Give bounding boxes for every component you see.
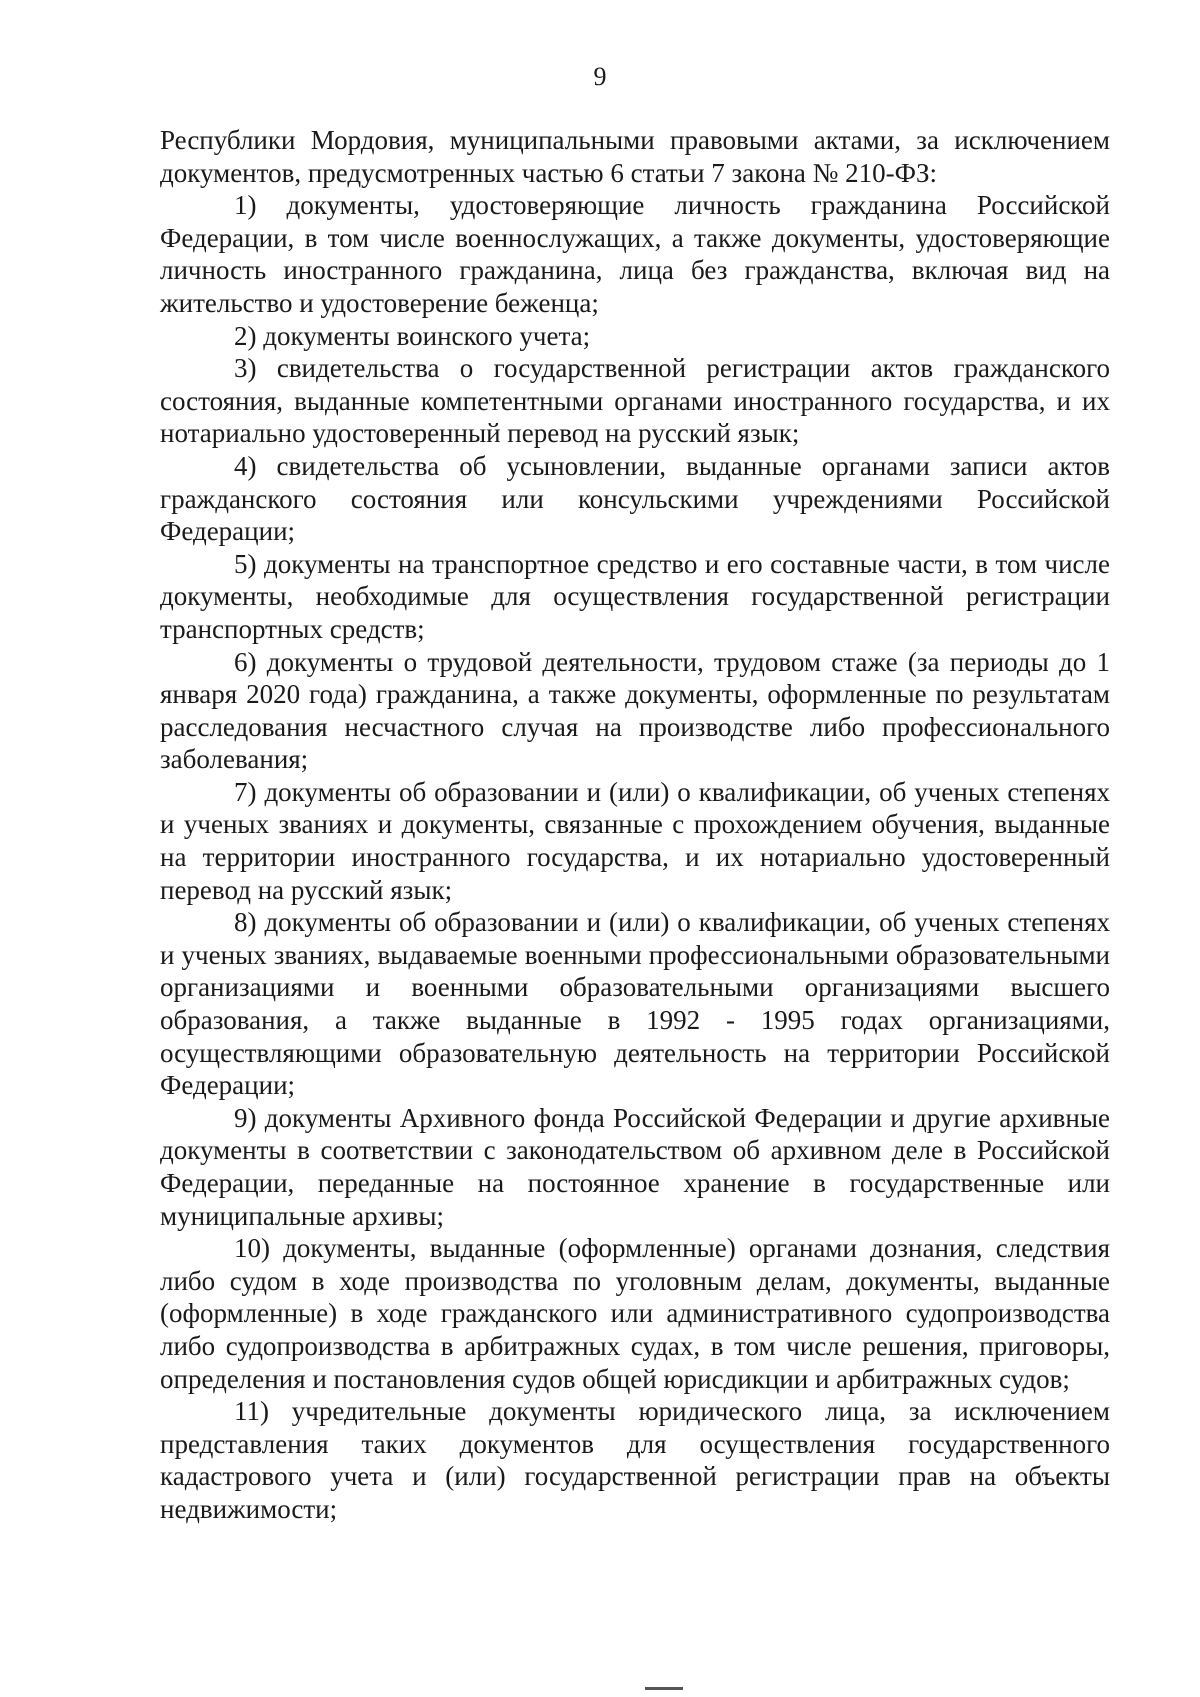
list-item-7: 7) документы об образовании и (или) о квалификации, об ученых степенях и ученых званиях и документы, связанные с прохождением обучения, выданные на территории иностранного государства, и их нотариально удостоверенный перевод на русский язык; bbox=[160, 776, 1110, 905]
list-item-8: 8) документы об образовании и (или) о квалификации, об ученых степенях и ученых званиях, выдаваемые военными профессиональными образовательными организациями и военными образовательными организациями высшего образования, а также выданные в 1992 - 1995 годах организациями, осуществляющими образовательную деятельность на территории Российской Федерации; bbox=[160, 907, 1110, 1101]
page-number: 9 bbox=[593, 62, 607, 91]
paragraph-continuation: Республики Мордовия, муниципальными правовыми актами, за исключением документов, предусмотренных частью 6 статьи 7 закона № 210-ФЗ: bbox=[160, 125, 1110, 188]
list-item-4: 4) свидетельства об усыновлении, выданные органами записи актов гражданского состояния или консульскими учреждениями Российской Федерации; bbox=[160, 450, 1110, 547]
list-item-10: 10) документы, выданные (оформленные) органами дознания, следствия либо судом в ходе производства по уголовным делам, документы, выданные (оформленные) в ходе гражданского или административного судопроизводства либо судопроизводства в арбитражных судах, в том числе решения, приговоры, определения и постановления судов общей юрисдикции и арбитражных судов; bbox=[160, 1233, 1110, 1394]
list-item-3: 3) свидетельства о государственной регистрации актов гражданского состояния, выданные компетентными органами иностранного государства, и их нотариально удостоверенный перевод на русский язык; bbox=[160, 353, 1110, 449]
document-body bbox=[160, 124, 1110, 1526]
list-item-6: 6) документы о трудовой деятельности, трудовом стаже (за периоды до 1 января 2020 года) гражданина, а также документы, оформленные по результатам расследования несчастного случая на производстве либо профессионального заболевания; bbox=[160, 646, 1110, 775]
list-item-5: 5) документы на транспортное средство и его составные части, в том числе документы, необходимые для осуществления государственной регистрации транспортных средств; bbox=[160, 548, 1110, 644]
list-item-9: 9) документы Архивного фонда Российской Федерации и другие архивные документы в соответствии с законодательством об архивном деле в Российской Федерации, переданные на постоянное хранение в государственные или муниципальные архивы; bbox=[160, 1102, 1110, 1231]
list-item-2: 2) документы воинского учета; bbox=[234, 320, 591, 351]
scan-mark bbox=[645, 1687, 683, 1690]
list-item-11: 11) учредительные документы юридического лица, за исключением представления таких документов для осуществления государственного кадастрового учета и (или) государственной регистрации прав на объекты недвижимости; bbox=[160, 1396, 1110, 1524]
list-item-1: 1) документы, удостоверяющие личность гражданина Российской Федерации, в том числе военнослужащих, а также документы, удостоверяющие личность иностранного гражданина, лица без гражданства, включая вид на жительство и удостоверение беженца; bbox=[160, 190, 1110, 318]
